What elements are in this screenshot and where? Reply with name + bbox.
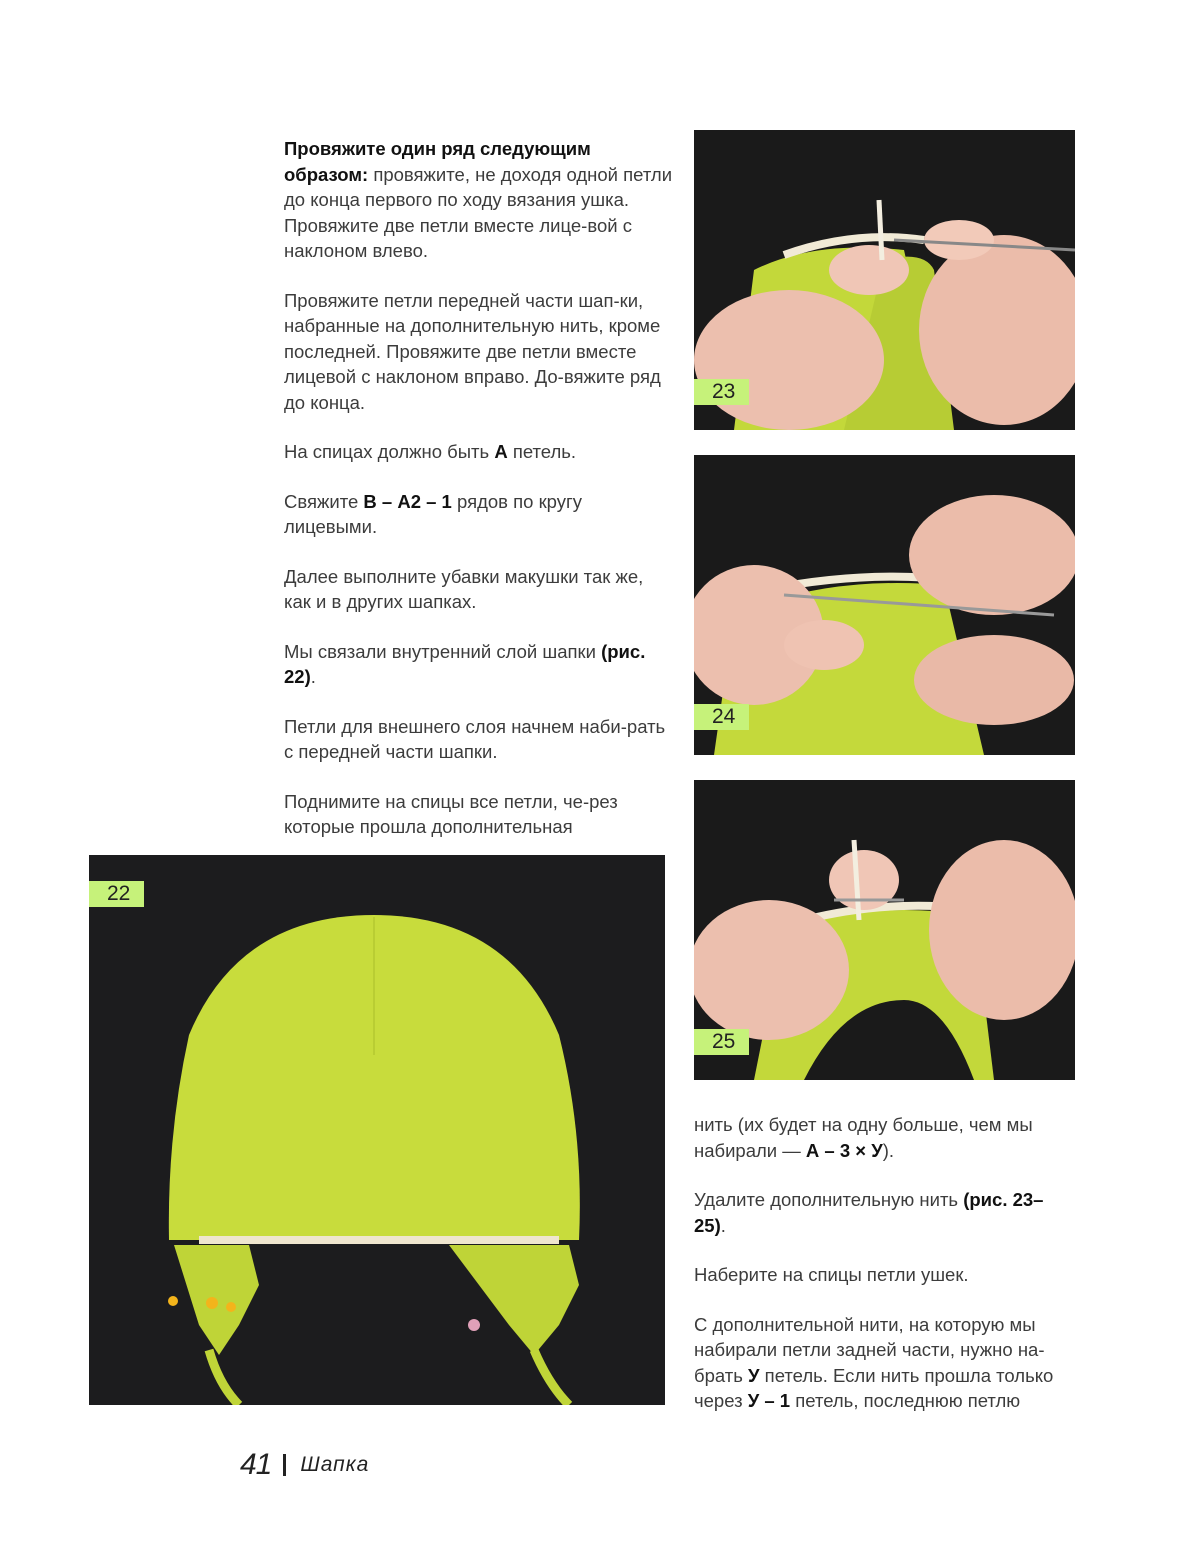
knitting-hands-image [694, 780, 1075, 1080]
right-text-column [694, 1112, 1074, 1438]
paragraph-7: Петли для внешнего слоя начнем наби-рать с передней части шапки. [284, 715, 666, 762]
knitting-hands-image [694, 130, 1075, 430]
page-footer [240, 1448, 369, 1482]
paragraph-5: Далее выполните убавки макушки так же, как и в других шапках. [284, 565, 644, 612]
paragraph-11: Наберите на спицы петли ушек. [694, 1264, 969, 1285]
photo-fig-22 [89, 855, 665, 1405]
figure-label: 25 [694, 1029, 749, 1055]
photo-fig-24 [694, 455, 1075, 755]
figure-label: 24 [694, 704, 749, 730]
paragraph-2: Провяжите петли передней части шап-ки, набранные на дополнительную нить, кроме последней. Провяжите две петли вместе лицевой с наклоном вправо. До-вяжите ряд до конца. [284, 289, 661, 413]
paragraph-1: Провяжите один ряд следующим образом: провяжите, не доходя одной петли до конца первого по ходу вязания ушка. Провяжите две петли вместе лице-вой с наклоном влево. [284, 138, 673, 261]
knitting-hands-image [694, 455, 1075, 755]
footer-divider [283, 1454, 286, 1476]
photo-fig-25 [694, 780, 1075, 1080]
paragraph-8: Поднимите на спицы все петли, че-рез которые прошла дополнительная [284, 790, 618, 837]
section-title: Шапка [300, 1453, 370, 1476]
left-text-column [284, 136, 674, 864]
figure-label: 22 [89, 881, 144, 907]
paragraph-10: Удалите дополнительную нить (рис. 23–25). [694, 1189, 1044, 1236]
figure-label: 23 [694, 379, 749, 405]
paragraph-6: Мы связали внутренний слой шапки (рис. 22). [284, 640, 646, 687]
paragraph-12: С дополнительной нити, на которую мы набирали петли задней части, нужно на-брать У петель. Если нить прошла только через У – 1 петель, последнюю петлю [694, 1313, 1054, 1411]
paragraph-4: Свяжите В – А2 – 1 рядов по кругу лицевыми. [284, 490, 583, 537]
photo-fig-23 [694, 130, 1075, 430]
page-number: 41 [240, 1448, 272, 1481]
paragraph-3: На спицах должно быть А петель. [284, 441, 577, 462]
finished-hat-image [89, 855, 665, 1405]
paragraph-9: нить (их будет на одну больше, чем мы набирали — А – 3 × У). [694, 1114, 1033, 1161]
